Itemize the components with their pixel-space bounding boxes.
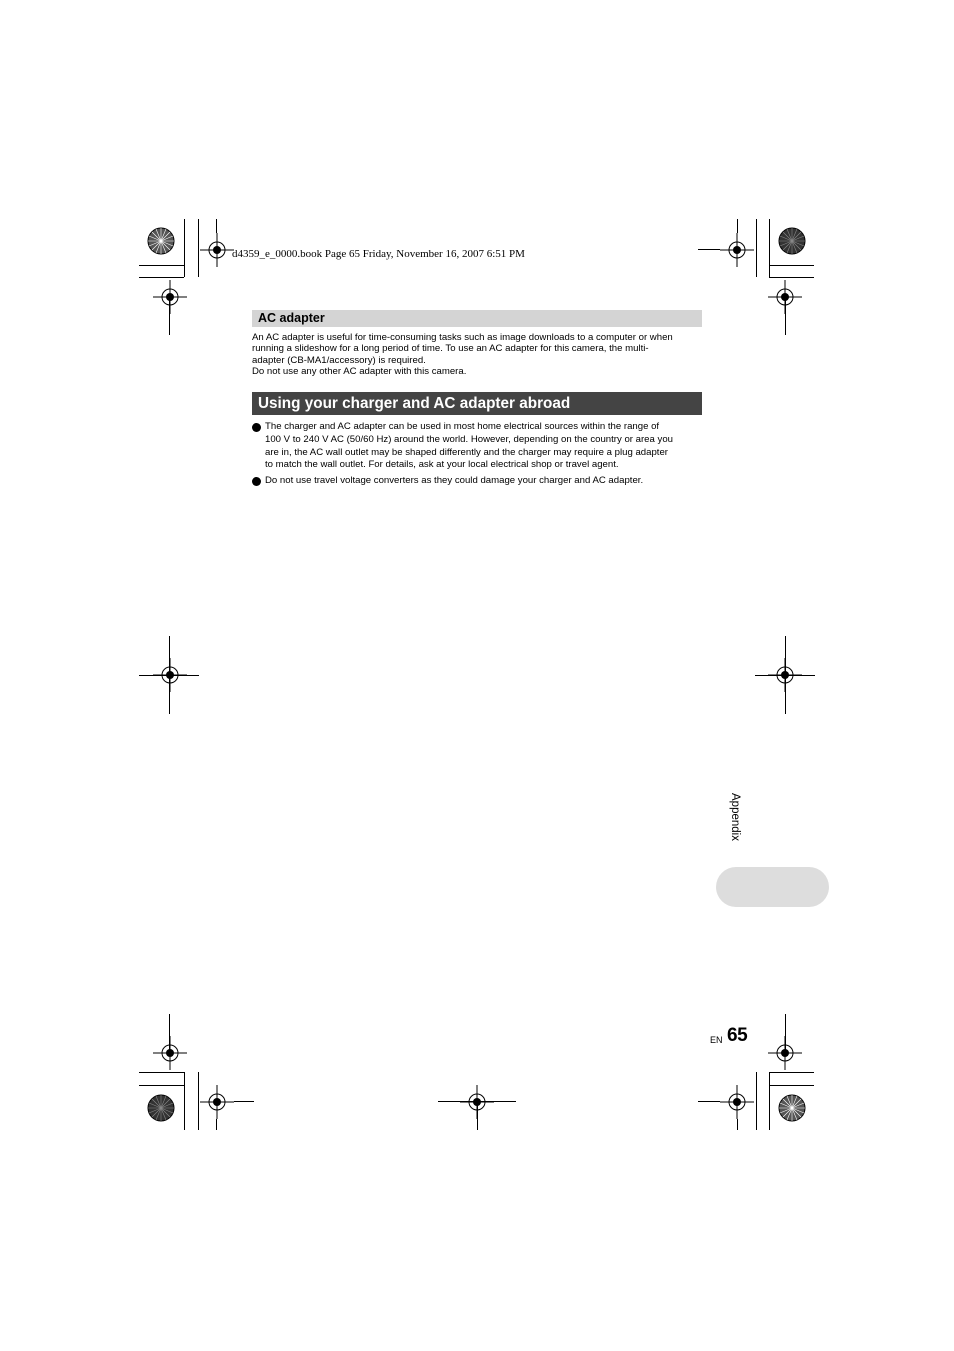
language-code: EN	[710, 1035, 723, 1045]
crop-line	[769, 1072, 814, 1073]
crop-line	[769, 277, 814, 278]
list-item	[252, 421, 704, 473]
list-item	[252, 475, 704, 489]
paragraph-line: running a slideshow for a long period of time. To use an AC adapter for this camera, the multi-	[252, 343, 649, 355]
crop-line	[755, 675, 815, 676]
bullet-line: to match the wall outlet. For details, ask at your local electrical shop or travel agent.	[265, 459, 619, 471]
starburst-mark-icon	[146, 226, 176, 256]
ac-adapter-heading: AC adapter	[258, 311, 325, 325]
appendix-label-text: Appendix	[729, 793, 741, 841]
crop-line	[756, 1072, 757, 1130]
crop-line	[198, 219, 199, 277]
abroad-section-heading: Using your charger and AC adapter abroad	[258, 395, 571, 412]
crop-line	[184, 219, 185, 277]
crop-line	[139, 1072, 184, 1073]
crop-line	[198, 1072, 199, 1130]
starburst-mark-icon	[146, 1093, 176, 1123]
crop-line	[139, 277, 184, 278]
registration-mark-icon	[720, 233, 754, 267]
page-number: 65	[727, 1025, 748, 1046]
section-tab-pill	[716, 867, 829, 907]
crop-line	[169, 297, 170, 335]
file-info-header: d4359_e_0000.book Page 65 Friday, November 16, 2007 6:51 PM	[232, 248, 525, 260]
crop-line	[184, 1072, 185, 1130]
crop-line	[139, 1085, 184, 1086]
crop-line	[769, 219, 770, 277]
crop-line	[737, 1119, 738, 1130]
paragraph-line: adapter (CB-MA1/accessory) is required.	[252, 354, 426, 366]
crop-line	[234, 1101, 254, 1102]
crop-line	[769, 1085, 814, 1086]
crop-line	[169, 1014, 170, 1052]
crop-line	[216, 1119, 217, 1130]
crop-line	[785, 297, 786, 335]
starburst-mark-icon	[777, 226, 807, 256]
appendix-side-label	[725, 793, 745, 853]
paragraph-line: Do not use any other AC adapter with this camera.	[252, 366, 467, 378]
bullet-line: Do not use travel voltage converters as they could damage your charger and AC adapter.	[265, 475, 644, 486]
crop-line	[769, 265, 814, 266]
crop-line	[698, 1101, 720, 1102]
crop-line	[139, 265, 184, 266]
bullet-line: The charger and AC adapter can be used in most home electrical sources within the range of	[265, 421, 660, 432]
abroad-section-heading-bar	[252, 392, 702, 415]
starburst-mark-icon	[777, 1093, 807, 1123]
registration-mark-icon	[153, 1036, 187, 1070]
crop-line	[756, 219, 757, 277]
crop-line	[139, 675, 199, 676]
registration-mark-icon	[200, 233, 234, 267]
ac-adapter-paragraph	[252, 332, 704, 378]
bullet-line: 100 V to 240 V AC (50/60 Hz) around the world. However, depending on the country or area you	[265, 433, 673, 445]
bullet-line: are in, the AC wall outlet may be shaped differently and the charger may require a plug adapter	[265, 446, 669, 458]
paragraph-line: An AC adapter is useful for time-consuming tasks such as image downloads to a computer or when	[252, 332, 673, 343]
registration-mark-icon	[720, 1085, 754, 1119]
crop-line	[698, 249, 720, 250]
crop-line	[785, 1014, 786, 1052]
bullet-icon	[252, 477, 261, 486]
bullet-text	[265, 421, 673, 472]
crop-line	[769, 1072, 770, 1130]
registration-mark-icon	[200, 1085, 234, 1119]
crop-line	[737, 219, 738, 233]
ac-adapter-heading-bar	[252, 310, 702, 327]
bullet-text	[265, 475, 643, 488]
bullet-icon	[252, 423, 261, 432]
crop-line	[477, 1101, 478, 1130]
crop-line	[216, 219, 217, 233]
registration-mark-icon	[153, 280, 187, 314]
